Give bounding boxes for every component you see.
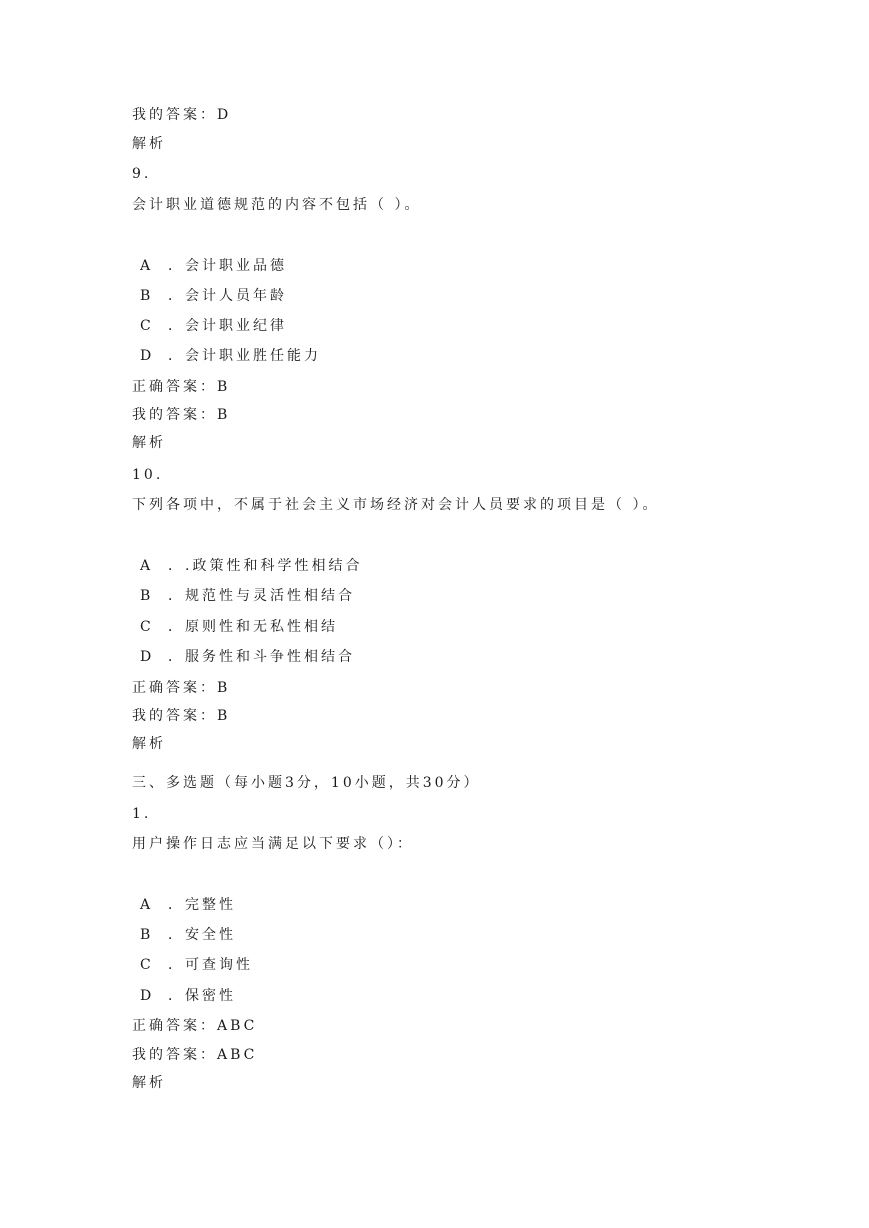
option-letter: B — [140, 288, 151, 304]
option-text: 会计职业胜任能力 — [185, 348, 321, 364]
option-letter: B — [140, 927, 151, 943]
option-text: 保密性 — [185, 988, 236, 1004]
m1-option-c — [140, 955, 253, 975]
q10-option-b — [140, 586, 355, 606]
option-letter: C — [140, 619, 151, 635]
option-letter: C — [140, 318, 151, 334]
m1-my-answer: 我的答案：ABC — [132, 1047, 258, 1063]
m1-analysis: 解析 — [132, 1075, 166, 1091]
q10-number: 10. — [132, 467, 164, 483]
q10-stem: 下列各项中，不属于社会主义市场经济对会计人员要求的项目是（ ）。 — [132, 497, 660, 513]
option-separator: ．. — [168, 558, 193, 574]
m1-option-a — [140, 895, 236, 915]
q10-analysis: 解析 — [132, 736, 166, 752]
option-letter: C — [140, 957, 151, 973]
option-letter: D — [140, 348, 152, 364]
option-text: 会计职业品德 — [185, 258, 287, 274]
option-separator: ． — [168, 348, 185, 364]
m1-number: 1. — [132, 806, 152, 822]
option-separator: ． — [168, 988, 185, 1004]
q9-option-a — [140, 256, 287, 276]
option-text: 政策性和科学性相结合 — [192, 558, 363, 574]
q10-option-c — [140, 617, 338, 637]
q9-number: 9. — [132, 166, 152, 182]
option-text: 可查询性 — [185, 957, 253, 973]
option-letter: D — [140, 988, 152, 1004]
option-text: 完整性 — [185, 897, 236, 913]
option-separator: ． — [168, 619, 185, 635]
option-separator: ． — [168, 957, 185, 973]
prev-analysis: 解析 — [132, 136, 166, 152]
option-text: 会计人员年龄 — [185, 288, 287, 304]
option-letter: A — [140, 897, 151, 913]
option-text: 规范性与灵活性相结合 — [185, 588, 355, 604]
q9-correct-answer: 正确答案：B — [132, 379, 231, 395]
prev-my-answer: 我的答案：D — [132, 107, 232, 123]
option-separator: ． — [168, 927, 185, 943]
option-text: 原则性和无私性相结 — [185, 619, 338, 635]
q10-option-a — [140, 556, 362, 576]
m1-correct-answer: 正确答案：ABC — [132, 1018, 258, 1034]
q9-option-c — [140, 316, 287, 336]
option-letter: D — [140, 649, 152, 665]
option-letter: B — [140, 588, 151, 604]
option-letter: A — [140, 258, 151, 274]
option-letter: A — [140, 558, 151, 574]
option-text: 服务性和斗争性相结合 — [185, 649, 355, 665]
option-separator: ． — [168, 288, 185, 304]
m1-option-b — [140, 925, 236, 945]
option-separator: ． — [168, 258, 185, 274]
option-separator: ． — [168, 897, 185, 913]
q10-option-d — [140, 647, 355, 667]
option-separator: ． — [168, 588, 185, 604]
q9-analysis: 解析 — [132, 435, 166, 451]
option-separator: ． — [168, 318, 185, 334]
q9-option-b — [140, 286, 287, 306]
section-title-multiple-choice: 三、多选题（每小题3分，10小题，共30分） — [132, 775, 481, 791]
option-text: 安全性 — [185, 927, 236, 943]
q9-option-d — [140, 346, 321, 366]
m1-stem: 用户操作日志应当满足以下要求（）： — [132, 836, 414, 852]
option-text: 会计职业纪律 — [185, 318, 287, 334]
q9-my-answer: 我的答案：B — [132, 407, 231, 423]
q9-stem: 会计职业道德规范的内容不包括（ ）。 — [132, 197, 422, 213]
q10-my-answer: 我的答案：B — [132, 708, 231, 724]
option-separator: ． — [168, 649, 185, 665]
q10-correct-answer: 正确答案：B — [132, 680, 231, 696]
m1-option-d — [140, 986, 236, 1006]
